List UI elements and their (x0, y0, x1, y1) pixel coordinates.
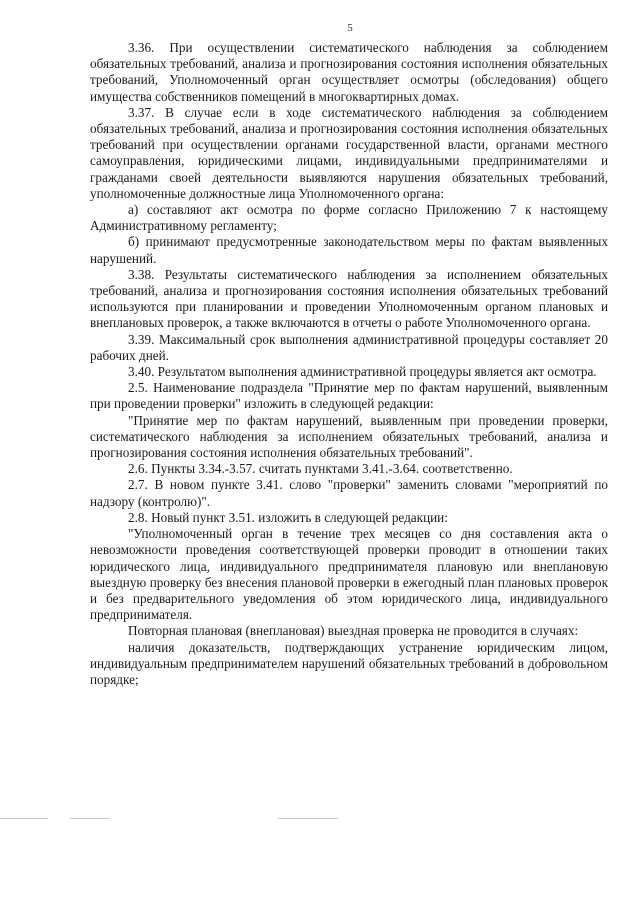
paragraph-3-40: 3.40. Результатом выполнения административной процедуры является акт осмотра. (128, 364, 597, 380)
paragraph-2-8-quote: "Уполномоченный орган в течение трех месяцев со дня составления акта о невозможности проведения соответствующей проверки проводит в отношении таких юридического лица, индивидуального предпринимателя плановую или внеплановую выездную проверку без внесения плановой проверки в ежегодный план плановых проверок и без предварительного уведомления об этом юридического лица, индивидуального предпринимателя. (90, 526, 608, 623)
scan-artifact-line (278, 818, 338, 819)
scan-artifact-line (70, 818, 110, 819)
paragraph-3-37-b: б) принимают предусмотренные законодательством меры по фактам выявленных нарушений. (90, 234, 608, 266)
paragraph-3-38: 3.38. Результаты систематического наблюдения за исполнением обязательных требований, анализа и прогнозирования состояния исполнения обязательных требований используются при планировании и проведении Уполномоченным органом плановых и внеплановых проверок, а также включаются в отчеты о работе Уполномоченного органа. (90, 266, 608, 331)
document-body (90, 40, 608, 688)
scan-artifact-line (0, 818, 48, 819)
paragraph-2-7: 2.7. В новом пункте 3.41. слово "проверки" заменить словами "мероприятий по надзору (контролю)". (90, 477, 608, 509)
paragraph-2-8: 2.8. Новый пункт 3.51. изложить в следующей редакции: (128, 509, 448, 525)
paragraph-2-6: 2.6. Пункты 3.34.-3.57. считать пунктами 3.41.-3.64. соответственно. (128, 461, 513, 477)
paragraph-3-36: 3.36. При осуществлении систематического наблюдения за соблюдением обязательных требований, анализа и прогнозирования состояния исполнения обязательных требований, Уполномоченный орган осуществляет осмотры (обследования) общего имущества собственников помещений в многоквартирных домах. (90, 40, 608, 104)
paragraph-2-5: 2.5. Наименование подраздела "Принятие мер по фактам нарушений, выявленным при проведении проверки" изложить в следующей редакции: (90, 380, 608, 412)
paragraph-3-37: 3.37. В случае если в ходе систематического наблюдения за соблюдением обязательных требований, анализа и прогнозирования состояния исполнения обязательных требований при осуществлении органами государственной власти, органами местного самоуправления, юридическими лицами, индивидуальными предпринимателями и гражданами своей деятельности выявляются нарушения обязательных требований, уполномоченные должностные лица Уполномоченного органа: (90, 104, 608, 201)
paragraph-3-37-a: а) составляют акт осмотра по форме согласно Приложению 7 к настоящему Административному регламенту; (90, 202, 608, 234)
paragraph-2-5-quote: "Принятие мер по фактам нарушений, выявленным при проведении проверки, систематического наблюдения за исполнением обязательных требований, анализа и прогнозирования состояния исполнения обязательных требований". (90, 412, 608, 461)
paragraph-repeat-inspection: Повторная плановая (внеплановая) выездная проверка не проводится в случаях: (128, 623, 579, 639)
paragraph-3-39: 3.39. Максимальный срок выполнения административной процедуры составляет 20 рабочих дней. (90, 331, 608, 363)
page-number: 5 (347, 22, 353, 34)
paragraph-evidence: наличия доказательств, подтверждающих устранение юридическим лицом, индивидуальным предпринимателем нарушений обязательных требований в добровольном порядке; (90, 639, 608, 687)
